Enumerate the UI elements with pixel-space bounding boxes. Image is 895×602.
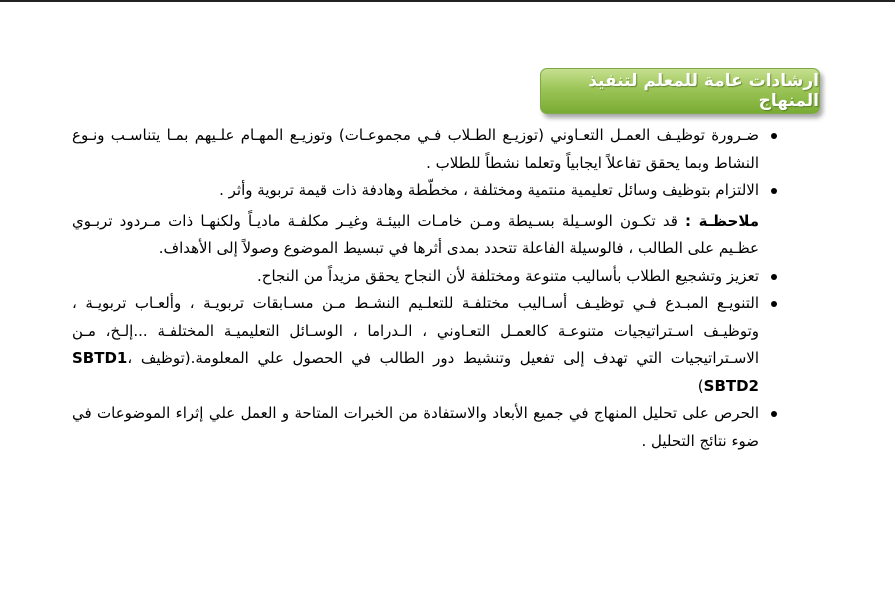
guideline-text: التنويـع المبـدع فـي توظيـف أسـاليب مختلفـة للتعلـيم النشـط مـن مسـابقات تربويـة ، وألعـاب تربويـة ، وتوظيـف اسـتراتيجيات متنوعـة كالعمـل التعـاوني ، الـدراما ، الوسـائل التعليميـة المختلفـة ...إلـخ، مـن الاسـتراتيجيات التي تهدف إلى تفعيل وتنشيط دور الطالب في الحصول علي المعلومة.(توظيف — [72, 294, 759, 367]
guideline-text: تعزيز وتشجيع الطلاب بأساليب متنوعة ومختلفة لأن النجاح يحقق مزيداً من النجاح. — [257, 266, 759, 285]
note-label: ملاحظـة : — [685, 211, 759, 230]
guideline-item-5 — [72, 400, 807, 455]
code-sbtd1: SBTD1 — [72, 349, 128, 367]
guideline-item-2 — [72, 177, 807, 205]
code-sbtd2: SBTD2 — [703, 376, 759, 395]
guideline-item-4 — [72, 290, 807, 400]
code-separator: ، — [127, 349, 133, 367]
closing-paren: ) — [697, 376, 704, 395]
note-text: قد تكـون الوسـيلة بسـيطة ومـن خامـات البيئـة وغيـر مكلفـة ماديـاً ولكنهـا ذات مـردود تربـوي عظـيم على الطالب ، فالوسيلة الفاعلة تتحدد بمدى أثرها في تبسيط الموضوع وصولاً إلى الأهداف. — [72, 211, 759, 257]
section-title: ارشادات عامة للمعلم لتنفيذ المنهاج — [588, 71, 819, 111]
guideline-text: ضـرورة توظيـف العمـل التعـاوني (توزيـع الطـلاب فـي مجموعـات) وتوزيـع المهـام علـيهم بمـا يتناسـب ونـوع النشاط وبما يحقق تفاعلاً ايجابياً وتعلما نشطاً للطلاب . — [72, 126, 759, 172]
section-title-box — [540, 68, 820, 114]
note-paragraph — [72, 208, 807, 263]
guideline-text: الالتزام بتوظيف وسائل تعليمية منتمية ومختلفة ، مخطّطة وهادفة ذات قيمة تربوية وأثر . — [219, 181, 759, 199]
top-border-line — [0, 0, 895, 2]
guideline-text: الحرص على تحليل المنهاج في جميع الأبعاد والاستفادة من الخبرات المتاحة و العمل علي إثراء الموضوعات في ضوء نتائج التحليل . — [72, 404, 759, 450]
guideline-item-1 — [72, 122, 807, 177]
guidelines-body — [72, 122, 807, 455]
guideline-item-3 — [72, 263, 807, 291]
